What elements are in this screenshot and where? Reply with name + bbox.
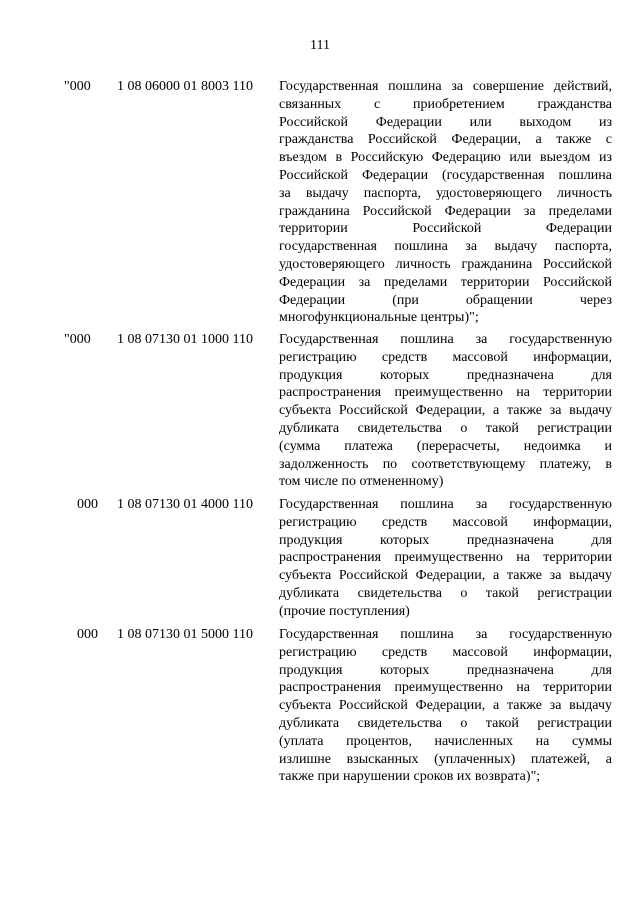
entry-description	[279, 626, 612, 786]
description-line: удостоверяющего личность гражданина Российской	[279, 256, 612, 272]
entry-classification-code: 1 08 07130 01 5000 110	[117, 627, 253, 642]
description-line: Российской Федерации (государственная пошлина	[279, 167, 612, 183]
description-line: том числе по отмененному)	[279, 474, 444, 490]
description-line: Государственная пошлина за государственную	[279, 627, 612, 642]
entry-classification-code: 1 08 07130 01 4000 110	[117, 497, 253, 512]
description-line: гражданства Российской Федерации, а также с	[279, 132, 612, 148]
description-line: регистрацию средств массовой информации,	[279, 514, 612, 530]
description-line: дубликата свидетельства о такой регистрации	[279, 585, 612, 601]
description-line: (уплата процентов, начисленных на суммы	[279, 733, 612, 749]
description-line: Государственная пошлина за государственную	[279, 332, 612, 347]
description-line: Федерации за пределами территории Российской	[279, 274, 612, 290]
description-line: государственная пошлина за выдачу паспорта,	[279, 239, 612, 255]
description-line: продукция которых предназначена для	[279, 367, 612, 383]
description-line: Государственная пошлина за совершение действий,	[279, 79, 612, 94]
description-line: распространения преимущественно на территории	[279, 680, 612, 696]
page-number: 111	[310, 38, 330, 53]
description-line: продукция которых предназначена для	[279, 532, 612, 548]
description-line: регистрацию средств массовой информации,	[279, 644, 612, 660]
entry-admin-code: 000	[77, 627, 98, 642]
description-line: территории Российской Федерации	[279, 221, 612, 237]
description-line: также при нарушении сроков их возврата)";	[279, 769, 541, 785]
description-line: дубликата свидетельства о такой регистрации	[279, 420, 612, 436]
description-line: распространения преимущественно на территории	[279, 385, 612, 401]
description-line: гражданина Российской Федерации за пределами	[279, 203, 612, 219]
description-line: связанных с приобретением гражданства	[279, 96, 612, 112]
description-line: Российской Федерации или выходом из	[279, 114, 612, 130]
entry-classification-code: 1 08 06000 01 8003 110	[117, 79, 253, 94]
description-line: (сумма платежа (перерасчеты, недоимка и	[279, 438, 612, 454]
description-line: субъекта Российской Федерации, а также за выдачу	[279, 698, 612, 714]
description-line: субъекта Российской Федерации, а также за выдачу	[279, 568, 612, 584]
description-line: (прочие поступления)	[279, 603, 410, 619]
description-line: многофункциональные центры)";	[279, 310, 479, 326]
description-line: излишне взысканных (уплаченных) платежей, а	[279, 751, 612, 767]
description-line: субъекта Российской Федерации, а также за выдачу	[279, 403, 612, 419]
entry-description	[279, 496, 612, 621]
description-line: Федерации (при обращении через	[279, 292, 612, 308]
entry-admin-code: 000	[77, 497, 98, 512]
entry-admin-code: "000	[64, 79, 91, 94]
description-line: дубликата свидетельства о такой регистрации	[279, 715, 612, 731]
entry-description	[279, 331, 612, 491]
entry-admin-code: "000	[64, 332, 91, 347]
description-line: распространения преимущественно на территории	[279, 550, 612, 566]
description-line: регистрацию средств массовой информации,	[279, 349, 612, 365]
entry-description	[279, 78, 612, 327]
description-line: продукция которых предназначена для	[279, 662, 612, 678]
description-line: задолженность по соответствующему платежу, в	[279, 456, 612, 472]
entry-classification-code: 1 08 07130 01 1000 110	[117, 332, 253, 347]
description-line: за выдачу паспорта, удостоверяющего личность	[279, 185, 612, 201]
description-line: Государственная пошлина за государственную	[279, 497, 612, 512]
description-line: въездом в Российскую Федерацию или выездом из	[279, 150, 612, 166]
